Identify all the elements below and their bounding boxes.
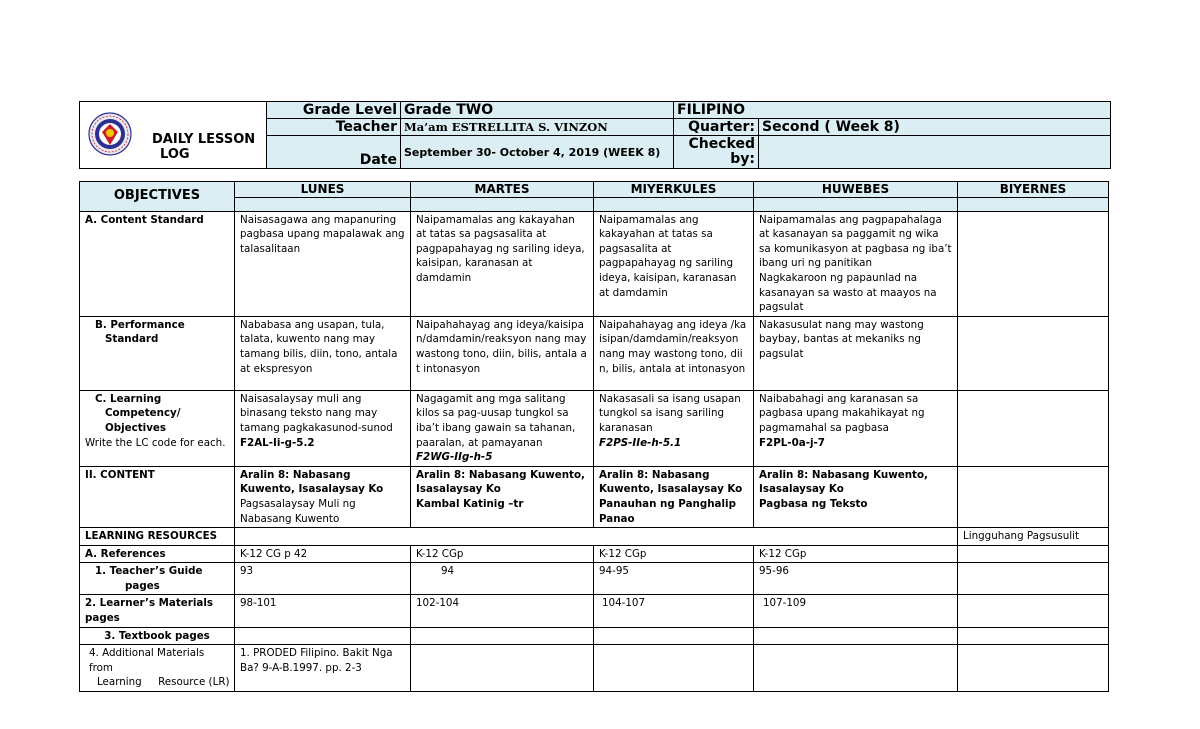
row-label-line: Write the LC code for each. xyxy=(85,436,226,449)
date-label: Date xyxy=(267,136,401,169)
day-header-biyernes: BIYERNES xyxy=(958,182,1109,198)
day-subheader xyxy=(235,197,411,211)
row-label: LEARNING RESOURCES xyxy=(80,528,235,546)
grade-level-label: Grade Level xyxy=(267,102,401,119)
lc-code: F2PL-0a-j-7 xyxy=(759,436,825,449)
table-cell xyxy=(235,466,411,527)
table-cell: K-12 CGp xyxy=(594,545,754,563)
date-value: September 30- October 4, 2019 (WEEK 8) xyxy=(401,136,674,169)
table-cell xyxy=(235,528,958,546)
cell-text: Naipamamalas ang pagpapahalaga at kasanayan sa paggamit ng wika sa komunikasyon at pagbasa ng iba’t ibang uri ng panitikan xyxy=(759,213,952,270)
cell-text: Nagkakaroon ng papaunlad na kasanayan sa wasto at maayos na pagsulat xyxy=(759,271,937,314)
row-label-line: Standard xyxy=(105,333,159,346)
teacher-label: Teacher xyxy=(267,119,401,136)
day-subheader xyxy=(754,197,958,211)
performance-standard-row xyxy=(80,316,1109,390)
teachers-guide-row xyxy=(80,563,1109,595)
grade-level-value: Grade TWO xyxy=(401,102,674,119)
lesson-title: Aralin 8: Nabasang Kuwento, Isasalaysay Ko xyxy=(240,468,384,496)
table-cell xyxy=(958,645,1109,692)
table-cell xyxy=(754,211,958,316)
table-cell: 93 xyxy=(235,563,411,595)
row-label-line: Objectives xyxy=(105,421,167,434)
lesson-log-header xyxy=(79,101,1111,169)
lc-code: F2AL-Ii-g-5.2 xyxy=(240,436,315,449)
title-line-1: DAILY LESSON xyxy=(152,132,256,147)
lesson-title: Aralin 8: Nabasang Kuwento, Isasalaysay Ko xyxy=(599,468,743,496)
lesson-subtitle: Panauhan ng Panghalip Panao xyxy=(599,497,736,525)
table-cell xyxy=(958,316,1109,390)
row-label xyxy=(80,645,235,692)
lesson-subtitle: Kambal Katinig –tr xyxy=(416,497,524,510)
table-cell xyxy=(411,645,594,692)
table-cell xyxy=(235,390,411,466)
table-cell: Naipahahayag ang ideya /kaisipan/damdamin/reaksyon nang may wastong tono, diin, bilis, antala at intonasyon xyxy=(594,316,754,390)
table-cell: Naipamamalas ang kakayahan at tatas sa pagsasalita at pagpapahayag ng sariling ideya, kaisipan, karanasan at damdamin xyxy=(594,211,754,316)
day-subheader xyxy=(411,197,594,211)
day-header-huwebes: HUWEBES xyxy=(754,182,958,198)
day-subheader xyxy=(594,197,754,211)
table-cell xyxy=(411,466,594,527)
quarter-value: Second ( Week 8) xyxy=(759,119,1111,136)
day-header-lunes: LUNES xyxy=(235,182,411,198)
table-cell xyxy=(411,627,594,645)
table-cell xyxy=(754,466,958,527)
day-subheader xyxy=(958,197,1109,211)
learning-resources-row xyxy=(80,528,1109,546)
day-header-miyerkules: MIYERKULES xyxy=(594,182,754,198)
table-cell xyxy=(754,645,958,692)
checked-by-line-2: by: xyxy=(730,151,755,167)
learning-competency-row xyxy=(80,390,1109,466)
lesson-title: Aralin 8: Nabasang Kuwento, Isasalaysay Ko xyxy=(416,468,585,496)
checked-by-label xyxy=(674,136,759,169)
row-label: A. Content Standard xyxy=(80,211,235,316)
table-cell xyxy=(411,390,594,466)
deped-seal-icon xyxy=(88,112,132,156)
table-cell xyxy=(958,563,1109,595)
row-label-line: pages xyxy=(125,579,160,592)
table-cell: 107-109 xyxy=(754,595,958,627)
row-label: 2. Learner’s Materials pages xyxy=(80,595,235,627)
references-row xyxy=(80,545,1109,563)
table-cell: Nakasusulat nang may wastong baybay, bantas at mekaniks ng pagsulat xyxy=(754,316,958,390)
cell-text: Naisasalaysay muli ang binasang teksto nang may tamang pagkakasunod-sunod xyxy=(240,392,393,434)
table-cell xyxy=(754,627,958,645)
content-standard-row xyxy=(80,211,1109,316)
table-cell: Naipamamalas ang kakayahan at tatas sa pagsasalita at pagpapahayag ng sariling ideya, kaisipan, karanasan at damdamin xyxy=(411,211,594,316)
title-line-2: LOG xyxy=(160,147,190,162)
table-cell xyxy=(235,627,411,645)
document-title xyxy=(152,132,255,162)
table-cell xyxy=(958,466,1109,527)
table-cell: 102-104 xyxy=(411,595,594,627)
objectives-header: OBJECTIVES xyxy=(80,182,235,212)
row-label-line: C. Learning xyxy=(95,392,162,405)
row-label-line: B. Performance xyxy=(95,318,185,331)
table-cell xyxy=(958,595,1109,627)
row-label: A. References xyxy=(80,545,235,563)
table-cell: Naisasagawa ang mapanuring pagbasa upang mapalawak ang talasalitaan xyxy=(235,211,411,316)
table-cell xyxy=(594,390,754,466)
cell-text: Nagagamit ang mga salitang kilos sa pag-uusap tungkol sa iba’t ibang gawain sa tahanan, paaralan, at pamayanan xyxy=(416,392,576,449)
table-cell: Naipahahayag ang ideya/kaisipan/damdamin/reaksyon nang may wastong tono, diin, bilis, antala at intonasyon xyxy=(411,316,594,390)
table-cell: 1. PRODED Filipino. Bakit Nga Ba? 9-A-B.1997. pp. 2-3 xyxy=(235,645,411,692)
table-cell: K-12 CGp xyxy=(754,545,958,563)
table-cell: Lingguhang Pagsusulit xyxy=(958,528,1109,546)
table-cell xyxy=(958,627,1109,645)
textbook-row xyxy=(80,627,1109,645)
table-cell xyxy=(958,211,1109,316)
row-label-line: 1. Teacher’s Guide xyxy=(95,565,203,578)
lesson-title: Aralin 8: Nabasang Kuwento, Isasalaysay Ko xyxy=(759,468,928,496)
logo-title-cell xyxy=(80,102,267,169)
lesson-subtitle: Pagsasalaysay Muli ng Nabasang Kuwento xyxy=(240,497,356,525)
table-cell: 94-95 xyxy=(594,563,754,595)
cell-text: Nakasasali sa isang usapan tungkol sa isang sariling karanasan xyxy=(599,392,741,434)
table-cell: 94 xyxy=(411,563,594,595)
table-cell xyxy=(594,627,754,645)
lc-code: F2WG-IIg-h-5 xyxy=(416,451,493,464)
cell-text: Naibabahagi ang karanasan sa pagbasa upang makahikayat ng pagmamahal sa pagbasa xyxy=(759,392,925,434)
quarter-label: Quarter: xyxy=(674,119,759,136)
table-cell xyxy=(754,390,958,466)
table-cell: Nababasa ang usapan, tula, talata, kuwento nang may tamang bilis, diin, tono, antala at ekspresyon xyxy=(235,316,411,390)
additional-materials-row xyxy=(80,645,1109,692)
checked-by-value xyxy=(759,136,1111,169)
learners-materials-row xyxy=(80,595,1109,627)
table-cell: 95-96 xyxy=(754,563,958,595)
row-label xyxy=(80,563,235,595)
row-label xyxy=(80,316,235,390)
table-cell xyxy=(958,390,1109,466)
row-label: II. CONTENT xyxy=(80,466,235,527)
content-row xyxy=(80,466,1109,527)
day-header-martes: MARTES xyxy=(411,182,594,198)
table-cell xyxy=(594,645,754,692)
table-cell: 104-107 xyxy=(594,595,754,627)
table-cell: 98-101 xyxy=(235,595,411,627)
checked-by-line-1: Checked xyxy=(688,136,755,152)
row-label-line: Competency/ xyxy=(105,407,181,420)
table-cell xyxy=(594,466,754,527)
subject-value: FILIPINO xyxy=(674,102,1111,119)
table-cell: K-12 CG p 42 xyxy=(235,545,411,563)
table-cell: K-12 CGp xyxy=(411,545,594,563)
objectives-table xyxy=(79,181,1109,692)
lesson-subtitle: Pagbasa ng Teksto xyxy=(759,497,868,510)
table-cell xyxy=(958,545,1109,563)
teacher-value: Ma’am ESTRELLITA S. VINZON xyxy=(401,119,674,136)
row-label xyxy=(80,390,235,466)
row-label-line: Learning Resource (LR) xyxy=(97,676,230,689)
lc-code: F2PS-IIe-h-5.1 xyxy=(599,436,682,449)
row-label: 3. Textbook pages xyxy=(80,627,235,645)
row-label-line: 4. Additional Materials from xyxy=(89,647,205,674)
